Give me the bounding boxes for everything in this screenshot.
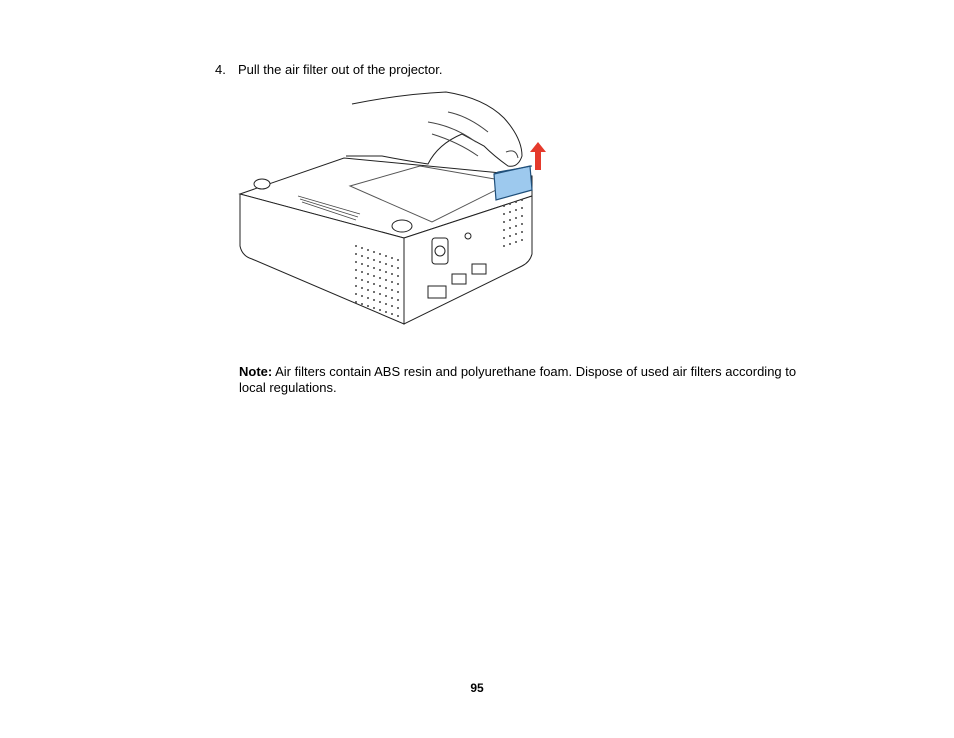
projector-filter-illustration	[232, 86, 552, 338]
step-4	[215, 62, 443, 78]
page-number: 95	[470, 681, 484, 695]
hand	[346, 92, 522, 166]
step-text: Pull the air filter out of the projector.	[238, 62, 443, 77]
up-arrow-icon	[530, 142, 546, 170]
note-paragraph	[239, 364, 819, 396]
step-number: 4.	[215, 62, 226, 77]
note-text: Air filters contain ABS resin and polyurethane foam. Dispose of used air filters according to local regulations.	[239, 364, 797, 395]
note-label: Note:	[239, 364, 273, 379]
